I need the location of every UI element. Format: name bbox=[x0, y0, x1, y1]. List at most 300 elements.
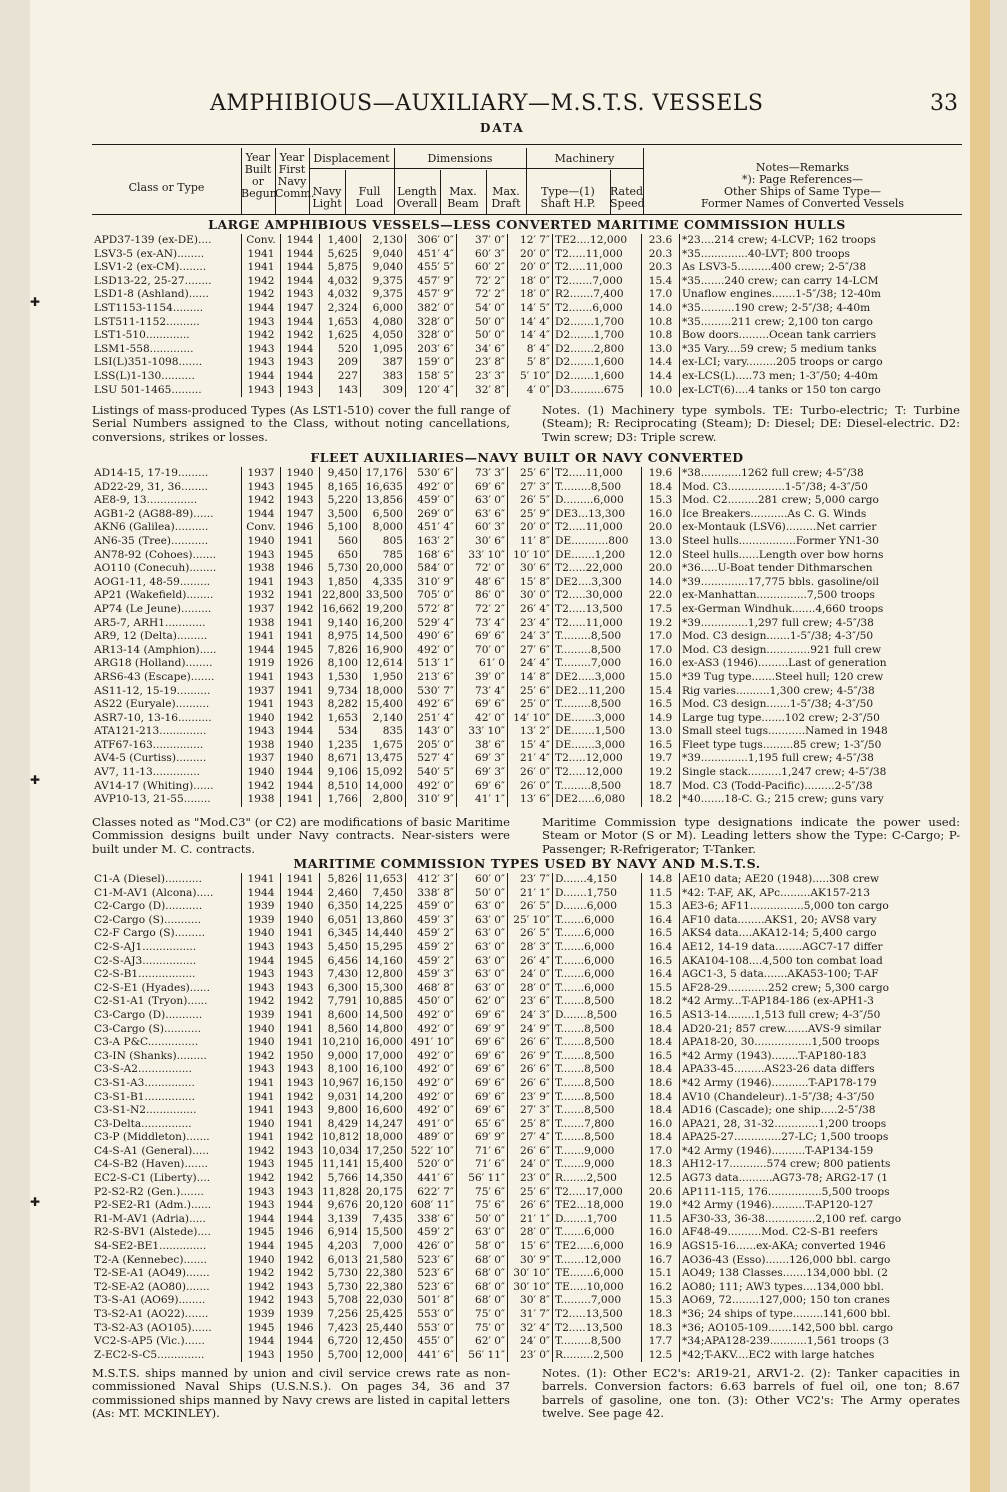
table-cell: 18,000 bbox=[361, 1131, 406, 1145]
table-cell: 14.0 bbox=[642, 576, 680, 590]
table-cell: T3-S2-A3 (AO105)...... bbox=[94, 1321, 212, 1334]
table-cell: C3-S1-B1............... bbox=[94, 1090, 196, 1103]
table-cell: 1944 bbox=[281, 275, 320, 289]
table-cell: DE2.....3,000 bbox=[553, 671, 642, 685]
table-row bbox=[92, 288, 962, 302]
table-cell: 1938 bbox=[242, 739, 281, 753]
table-cell: 572′ 8″ bbox=[406, 603, 457, 617]
table-cell: 24′ 3″ bbox=[508, 630, 553, 644]
table-cell: 63′ 6″ bbox=[457, 508, 508, 522]
table-cell: T.......8,500 bbox=[553, 1023, 642, 1037]
table-cell: *36; AO105-109.......142,500 bbl. cargo bbox=[680, 1322, 963, 1336]
table-cell: 1943 bbox=[281, 671, 320, 685]
table-cell: 1943 bbox=[242, 725, 281, 739]
table-cell: LSV3-5 (ex-AN)........ bbox=[94, 247, 205, 260]
table-cell: 1943 bbox=[281, 1186, 320, 1200]
table-cell: 310′ 9″ bbox=[406, 576, 457, 590]
table-cell: 27′ 6″ bbox=[508, 644, 553, 658]
table-cell: AH12-17...........574 crew; 800 patients bbox=[680, 1158, 963, 1172]
table-cell: T.......7,800 bbox=[553, 1118, 642, 1132]
table-cell: 31′ 7″ bbox=[508, 1308, 553, 1322]
page-subtitle: DATA bbox=[480, 121, 525, 135]
table-cell: 1941 bbox=[242, 630, 281, 644]
table-cell: 2,140 bbox=[361, 712, 406, 726]
table-cell: 18.6 bbox=[642, 1077, 680, 1091]
table-cell: 560 bbox=[320, 535, 361, 549]
table-cell: 1943 bbox=[281, 1281, 320, 1295]
table-cell: 26′ 4″ bbox=[508, 955, 553, 969]
table-cell: 1945 bbox=[242, 1226, 281, 1240]
table-cell: 18′ 0″ bbox=[508, 288, 553, 302]
table-row bbox=[92, 671, 962, 685]
table-cell: 459′ 2″ bbox=[406, 927, 457, 941]
table-cell: 7,826 bbox=[320, 644, 361, 658]
page-edge-stain bbox=[970, 0, 990, 1492]
table-cell: DE...........800 bbox=[553, 535, 642, 549]
table-cell: 1943 bbox=[242, 968, 281, 982]
table-cell: 24′ 0″ bbox=[508, 1335, 553, 1349]
table-row bbox=[92, 873, 962, 887]
table-cell: D3..........675 bbox=[553, 384, 642, 398]
table-cell: 16.2 bbox=[642, 1281, 680, 1295]
table-cell: T.........8,500 bbox=[553, 630, 642, 644]
table-cell: 1,850 bbox=[320, 576, 361, 590]
table-cell: 1944 bbox=[242, 302, 281, 316]
table-cell: P2-S2-R2 (Gen.)....... bbox=[94, 1185, 204, 1198]
table-cell: 1,235 bbox=[320, 739, 361, 753]
table-row bbox=[92, 1131, 962, 1145]
table-cell: 75′ 0″ bbox=[457, 1322, 508, 1336]
table-cell: Conv. bbox=[242, 234, 281, 248]
table-cell: 17.0 bbox=[642, 630, 680, 644]
table-cell: 1942 bbox=[281, 1254, 320, 1268]
table-cell: 203′ 6″ bbox=[406, 343, 457, 357]
table-cell: 4,080 bbox=[361, 316, 406, 330]
table-cell: LST1153-1154......... bbox=[94, 301, 204, 314]
table-cell: AR5-7, ARH1............ bbox=[94, 616, 206, 629]
table-cell: 15′ 6″ bbox=[508, 1240, 553, 1254]
table-cell: 16,635 bbox=[361, 481, 406, 495]
table-cell: T.........8,500 bbox=[553, 644, 642, 658]
table-cell: 22,030 bbox=[361, 1294, 406, 1308]
table-cell: 50′ 0″ bbox=[457, 887, 508, 901]
table-cell: 622′ 7″ bbox=[406, 1186, 457, 1200]
table-cell: 8,671 bbox=[320, 752, 361, 766]
table-cell: 11′ 8″ bbox=[508, 535, 553, 549]
table-cell: 501′ 8″ bbox=[406, 1294, 457, 1308]
table-cell: 58′ 0″ bbox=[457, 1240, 508, 1254]
table-cell: 1942 bbox=[281, 712, 320, 726]
table-cell: Mod. C3 design.............921 full crew bbox=[680, 644, 963, 658]
table-cell: AGS15-16......ex-AKA; converted 1946 bbox=[680, 1240, 963, 1254]
table-cell: T.......9,000 bbox=[553, 1145, 642, 1159]
table-cell: 158′ 5″ bbox=[406, 370, 457, 384]
table-row bbox=[92, 603, 962, 617]
table-cell: C3-S-A2................ bbox=[94, 1063, 192, 1076]
table-cell: 12.0 bbox=[642, 549, 680, 563]
table-cell: 15,400 bbox=[361, 1158, 406, 1172]
table-cell: 14′ 8″ bbox=[508, 671, 553, 685]
table-cell: C2-F Cargo (S)......... bbox=[94, 927, 205, 940]
table-cell: 1943 bbox=[242, 1199, 281, 1213]
table-cell: 1940 bbox=[281, 739, 320, 753]
table-cell: 1940 bbox=[242, 712, 281, 726]
table-cell: ex-AS3 (1946).........Last of generation bbox=[680, 657, 963, 671]
table-cell: 14.8 bbox=[642, 873, 680, 887]
table-cell: 19.2 bbox=[642, 617, 680, 631]
table-cell: ex-Manhattan...............7,500 troops bbox=[680, 589, 963, 603]
table-row bbox=[92, 343, 962, 357]
table-cell: 16.0 bbox=[642, 657, 680, 671]
table-cell: D2.......1,700 bbox=[553, 329, 642, 343]
table-cell: 9,375 bbox=[361, 275, 406, 289]
table-cell: 20.6 bbox=[642, 1186, 680, 1200]
table-row bbox=[92, 1267, 962, 1281]
table-cell: 1939 bbox=[281, 1308, 320, 1322]
table-cell: 1944 bbox=[242, 1213, 281, 1227]
table-row bbox=[92, 927, 962, 941]
table-cell: ARG18 (Holland)........ bbox=[94, 657, 213, 670]
table-cell: T2.......6,000 bbox=[553, 302, 642, 316]
table-cell: 1946 bbox=[281, 562, 320, 576]
table-cell: 451′ 4″ bbox=[406, 521, 457, 535]
table-row bbox=[92, 234, 962, 248]
table-cell: 18.2 bbox=[642, 995, 680, 1009]
table-cell: T3-S-A1 (AO69)........ bbox=[94, 1294, 206, 1307]
table-cell: T2.....13,500 bbox=[553, 1308, 642, 1322]
table-cell: 1941 bbox=[281, 589, 320, 603]
table-cell: 1937 bbox=[242, 685, 281, 699]
table-cell: 553′ 0″ bbox=[406, 1322, 457, 1336]
table-cell: T.........8,500 bbox=[553, 780, 642, 794]
table-cell: 27′ 4″ bbox=[508, 1131, 553, 1145]
table-cell: 8,510 bbox=[320, 780, 361, 794]
table-cell: *35..........190 crew; 2-5″/38; 4-40m bbox=[680, 302, 963, 316]
table-row bbox=[92, 644, 962, 658]
table-cell: *39..............1,195 full crew; 4-5″/38 bbox=[680, 752, 963, 766]
table-cell: 1941 bbox=[242, 1131, 281, 1145]
table-row bbox=[92, 302, 962, 316]
table-cell: 309 bbox=[361, 384, 406, 398]
table-cell: 23′ 3″ bbox=[457, 370, 508, 384]
table-cell: 26′ 6″ bbox=[508, 1077, 553, 1091]
table-cell: 62′ 0″ bbox=[457, 995, 508, 1009]
table-cell: 553′ 0″ bbox=[406, 1308, 457, 1322]
table-cell: 1,095 bbox=[361, 343, 406, 357]
table-cell: 56′ 11″ bbox=[457, 1172, 508, 1186]
table-cell: 338′ 8″ bbox=[406, 887, 457, 901]
table-cell: T.......6,000 bbox=[553, 927, 642, 941]
table-cell: 72′ 2″ bbox=[457, 275, 508, 289]
table-cell: 530′ 6″ bbox=[406, 467, 457, 481]
table-row bbox=[92, 494, 962, 508]
table-row bbox=[92, 467, 962, 481]
table-cell: 4,032 bbox=[320, 275, 361, 289]
table-cell: 163′ 2″ bbox=[406, 535, 457, 549]
table-cell: 17.0 bbox=[642, 644, 680, 658]
table-cell: 14,225 bbox=[361, 900, 406, 914]
table-cell: 4′ 0″ bbox=[508, 384, 553, 398]
table-cell: C3-Cargo (D)........... bbox=[94, 1008, 203, 1021]
table-cell: 10,967 bbox=[320, 1077, 361, 1091]
table-cell: 33′ 10″ bbox=[457, 549, 508, 563]
table-cell: 18.4 bbox=[642, 1023, 680, 1037]
table-cell: 24′ 0″ bbox=[508, 968, 553, 982]
table-cell: 16.4 bbox=[642, 968, 680, 982]
table-cell: AO80; 111; AW3 types....134,000 bbl. bbox=[680, 1281, 963, 1295]
section-heading-amphibious: LARGE AMPHIBIOUS VESSELS—LESS CONVERTED MARITIME COMMISSION HULLS bbox=[208, 217, 846, 232]
table-cell: 61′ 0 bbox=[457, 657, 508, 671]
table-cell: 18.4 bbox=[642, 1091, 680, 1105]
table-cell: D2.......1,700 bbox=[553, 316, 642, 330]
table-cell: 14,160 bbox=[361, 955, 406, 969]
table-cell: ARS6-43 (Escape)....... bbox=[94, 670, 215, 683]
table-cell: 14′ 4″ bbox=[508, 329, 553, 343]
table-row bbox=[92, 329, 962, 343]
table-cell: 455′ 0″ bbox=[406, 1335, 457, 1349]
table-cell: 69′ 9″ bbox=[457, 1023, 508, 1037]
page-title: AMPHIBIOUS—AUXILIARY—M.S.T.S. VESSELS bbox=[210, 91, 764, 116]
table-fleet-auxiliaries bbox=[92, 467, 962, 807]
table-cell: T.........8,500 bbox=[553, 1335, 642, 1349]
table-cell: 18.2 bbox=[642, 793, 680, 807]
table-cell: 27′ 3″ bbox=[508, 481, 553, 495]
table-cell: 50′ 0″ bbox=[457, 1213, 508, 1227]
table-cell: AE10 data; AE20 (1948).....308 crew bbox=[680, 873, 963, 887]
table-cell: 1938 bbox=[242, 793, 281, 807]
table-row bbox=[92, 630, 962, 644]
table-cell: APA21, 28, 31-32.............1,200 troops bbox=[680, 1118, 963, 1132]
table-cell: LSS(L)1-130.......... bbox=[94, 369, 195, 382]
table-cell: 22,380 bbox=[361, 1281, 406, 1295]
table-cell: 21′ 4″ bbox=[508, 752, 553, 766]
table-cell: 269′ 0″ bbox=[406, 508, 457, 522]
table-cell: LSV1-2 (ex-CM)........ bbox=[94, 261, 207, 274]
table-cell: 522′ 10″ bbox=[406, 1145, 457, 1159]
table-row bbox=[92, 1023, 962, 1037]
table-cell: T.......9,000 bbox=[553, 1158, 642, 1172]
table-cell: 19.7 bbox=[642, 752, 680, 766]
table-cell: P2-SE2-R1 (Adm.)...... bbox=[94, 1199, 212, 1212]
table-cell: 73′ 4″ bbox=[457, 685, 508, 699]
table-cell: 60′ 2″ bbox=[457, 261, 508, 275]
table-cell: 20′ 0″ bbox=[508, 248, 553, 262]
table-cell: Ice Breakers...........As C. G. Winds bbox=[680, 508, 963, 522]
table-cell: 1939 bbox=[242, 914, 281, 928]
table-cell: 1942 bbox=[281, 329, 320, 343]
table-cell: 15,092 bbox=[361, 766, 406, 780]
table-cell: 28′ 0″ bbox=[508, 1226, 553, 1240]
table-cell: 15,300 bbox=[361, 982, 406, 996]
table-cell: T2.....12,000 bbox=[553, 752, 642, 766]
table-cell: 5,730 bbox=[320, 562, 361, 576]
table-cell: 6,013 bbox=[320, 1254, 361, 1268]
table-cell: AP74 (Le Jeune)......... bbox=[94, 602, 212, 615]
table-cell: 17.5 bbox=[642, 603, 680, 617]
table-cell: LSU 501-1465......... bbox=[94, 383, 202, 396]
table-cell: 459′ 3″ bbox=[406, 968, 457, 982]
table-cell: T.......6,000 bbox=[553, 914, 642, 928]
col-full-load: Full Load bbox=[355, 185, 384, 210]
table-cell: 17.0 bbox=[642, 1145, 680, 1159]
table-cell: AP111-115, 176................5,500 troops bbox=[680, 1186, 963, 1200]
table-cell: 1943 bbox=[281, 1077, 320, 1091]
table-cell: 63′ 0″ bbox=[457, 982, 508, 996]
table-cell: 1940 bbox=[281, 467, 320, 481]
col-class-type: Class or Type bbox=[128, 181, 205, 194]
table-cell: 328′ 0″ bbox=[406, 329, 457, 343]
table-cell: 68′ 0″ bbox=[457, 1281, 508, 1295]
table-cell: AD14-15, 17-19......... bbox=[94, 467, 209, 479]
table-cell: 69′ 6″ bbox=[457, 1050, 508, 1064]
table-cell: 30′ 0″ bbox=[508, 589, 553, 603]
table-cell: 16.0 bbox=[642, 1226, 680, 1240]
table-cell: TE.......6,000 bbox=[553, 1267, 642, 1281]
table-cell: D.........6,000 bbox=[553, 494, 642, 508]
table-cell: AN6-35 (Tree)........... bbox=[94, 534, 209, 547]
table-cell: 1940 bbox=[281, 914, 320, 928]
table-cell: Mod. C3 design.......1-5″/38; 4-3″/50 bbox=[680, 630, 963, 644]
table-cell: 1944 bbox=[281, 261, 320, 275]
table-cell: 17.7 bbox=[642, 1335, 680, 1349]
table-row bbox=[92, 589, 962, 603]
table-cell: 73′ 4″ bbox=[457, 617, 508, 631]
table-cell: AF30-33, 36-38...............2,100 ref. cargo bbox=[680, 1213, 963, 1227]
table-cell: 1941 bbox=[242, 1104, 281, 1118]
table-cell: 68′ 0″ bbox=[457, 1254, 508, 1268]
table-cell: 1937 bbox=[242, 467, 281, 481]
table-cell: 534 bbox=[320, 725, 361, 739]
header-rule-bottom bbox=[92, 214, 962, 215]
table-cell: 1,675 bbox=[361, 739, 406, 753]
table-cell: 1944 bbox=[242, 1240, 281, 1254]
table-cell: 1943 bbox=[242, 549, 281, 563]
table-cell: 705′ 0″ bbox=[406, 589, 457, 603]
table-cell: LST1-510............. bbox=[94, 329, 190, 342]
table-cell: T.......8,500 bbox=[553, 1131, 642, 1145]
table-cell: 5,450 bbox=[320, 941, 361, 955]
table-cell: 8,282 bbox=[320, 698, 361, 712]
table-cell: S4-SE2-BE1.............. bbox=[94, 1240, 207, 1253]
table-cell: C3-IN (Shanks)......... bbox=[94, 1049, 207, 1062]
table-cell: 441′ 6″ bbox=[406, 1349, 457, 1363]
table-cell: 16.0 bbox=[642, 1118, 680, 1132]
table-cell: 16.9 bbox=[642, 1240, 680, 1254]
table-cell: ex-LCI; vary.........205 troops or cargo bbox=[680, 356, 963, 370]
table-cell: 12,450 bbox=[361, 1335, 406, 1349]
table-cell: *35..............40-LVT; 800 troops bbox=[680, 248, 963, 262]
table-cell: Mod. C3 design.......1-5″/38; 4-3″/50 bbox=[680, 698, 963, 712]
table-cell: 68′ 0″ bbox=[457, 1294, 508, 1308]
table-cell: 1943 bbox=[281, 576, 320, 590]
table-cell: 7,256 bbox=[320, 1308, 361, 1322]
table-cell: Mod. C3.................1-5″/38; 4-3″/50 bbox=[680, 481, 963, 495]
table-cell: *40.......18-C. G.; 215 crew; guns vary bbox=[680, 793, 963, 807]
table-cell: 1937 bbox=[242, 752, 281, 766]
table-cell: Large tug type.......102 crew; 2-3″/50 bbox=[680, 712, 963, 726]
table-cell: 7,791 bbox=[320, 995, 361, 1009]
table-cell: 6,000 bbox=[361, 302, 406, 316]
table-cell: 1941 bbox=[281, 535, 320, 549]
col-beam: Max. Beam bbox=[447, 185, 479, 210]
table-cell: 1942 bbox=[281, 995, 320, 1009]
table-cell: 10,210 bbox=[320, 1036, 361, 1050]
table-cell: 1943 bbox=[281, 1145, 320, 1159]
table-row bbox=[92, 1118, 962, 1132]
table-cell: 9,676 bbox=[320, 1199, 361, 1213]
table-cell: TE2.....6,000 bbox=[553, 1240, 642, 1254]
table-cell: *35 Vary....59 crew; 5 medium tanks bbox=[680, 343, 963, 357]
table-cell: D.......6,000 bbox=[553, 900, 642, 914]
table-cell: 1941 bbox=[281, 873, 320, 887]
table-cell: AF10 data........AKS1, 20; AVS8 vary bbox=[680, 914, 963, 928]
table-cell: 451′ 4″ bbox=[406, 248, 457, 262]
table-cell: 459′ 2″ bbox=[406, 955, 457, 969]
table-row bbox=[92, 887, 962, 901]
table-cell: 11.5 bbox=[642, 887, 680, 901]
table-cell: 9,040 bbox=[361, 248, 406, 262]
table-cell: 1942 bbox=[242, 275, 281, 289]
table-cell: T.......12,000 bbox=[553, 1254, 642, 1268]
table-cell: *39 Tug type.......Steel hull; 120 crew bbox=[680, 671, 963, 685]
table-cell: T.......6,000 bbox=[553, 982, 642, 996]
table-cell: APA18-20, 30.................1,500 troops bbox=[680, 1036, 963, 1050]
table-cell: 20.3 bbox=[642, 261, 680, 275]
table-cell: 9,106 bbox=[320, 766, 361, 780]
table-cell: 306′ 0″ bbox=[406, 234, 457, 248]
table-cell: 12.5 bbox=[642, 1349, 680, 1363]
table-row bbox=[92, 384, 962, 398]
table-cell: AF48-49..........Mod. C2-S-B1 reefers bbox=[680, 1226, 963, 1240]
table-cell: 1942 bbox=[242, 780, 281, 794]
table-cell: 11,141 bbox=[320, 1158, 361, 1172]
table-cell: T2-A (Kennebec)....... bbox=[94, 1253, 208, 1266]
table-cell: R.......2,500 bbox=[553, 1172, 642, 1186]
table-cell: 6,300 bbox=[320, 982, 361, 996]
table-row bbox=[92, 685, 962, 699]
table-cell: 1944 bbox=[242, 955, 281, 969]
table-cell: 310′ 9″ bbox=[406, 793, 457, 807]
table-row bbox=[92, 982, 962, 996]
table-cell: AGB1-2 (AG88-89)...... bbox=[94, 507, 214, 520]
table-cell: 159′ 0″ bbox=[406, 356, 457, 370]
table-cell: 527′ 4″ bbox=[406, 752, 457, 766]
table-cell: 1943 bbox=[242, 356, 281, 370]
table-cell: 523′ 6″ bbox=[406, 1254, 457, 1268]
table-cell: 1941 bbox=[242, 698, 281, 712]
table-cell: TE2....12,000 bbox=[553, 234, 642, 248]
table-cell: 14.0 bbox=[642, 302, 680, 316]
table-cell: 14,500 bbox=[361, 1009, 406, 1023]
table-cell: 1942 bbox=[242, 1172, 281, 1186]
table-cell: 69′ 6″ bbox=[457, 780, 508, 794]
table-cell: ASR7-10, 13-16.......... bbox=[94, 711, 212, 724]
table-cell: 18.3 bbox=[642, 1308, 680, 1322]
table-cell: 1942 bbox=[242, 329, 281, 343]
table-cell: 16,662 bbox=[320, 603, 361, 617]
table-cell: 1943 bbox=[281, 1104, 320, 1118]
table-cell: 69′ 6″ bbox=[457, 481, 508, 495]
table-cell: 20,175 bbox=[361, 1186, 406, 1200]
table-cell: APA25-27..............27-LC; 1,500 troops bbox=[680, 1131, 963, 1145]
table-cell: 520 bbox=[320, 343, 361, 357]
table-row bbox=[92, 617, 962, 631]
table-cell: 1946 bbox=[281, 521, 320, 535]
table-cell: 205′ 0″ bbox=[406, 739, 457, 753]
table-cell: 1942 bbox=[242, 494, 281, 508]
table-cell: 18.3 bbox=[642, 1322, 680, 1336]
table-cell: AS22 (Euryale).......... bbox=[94, 698, 210, 711]
